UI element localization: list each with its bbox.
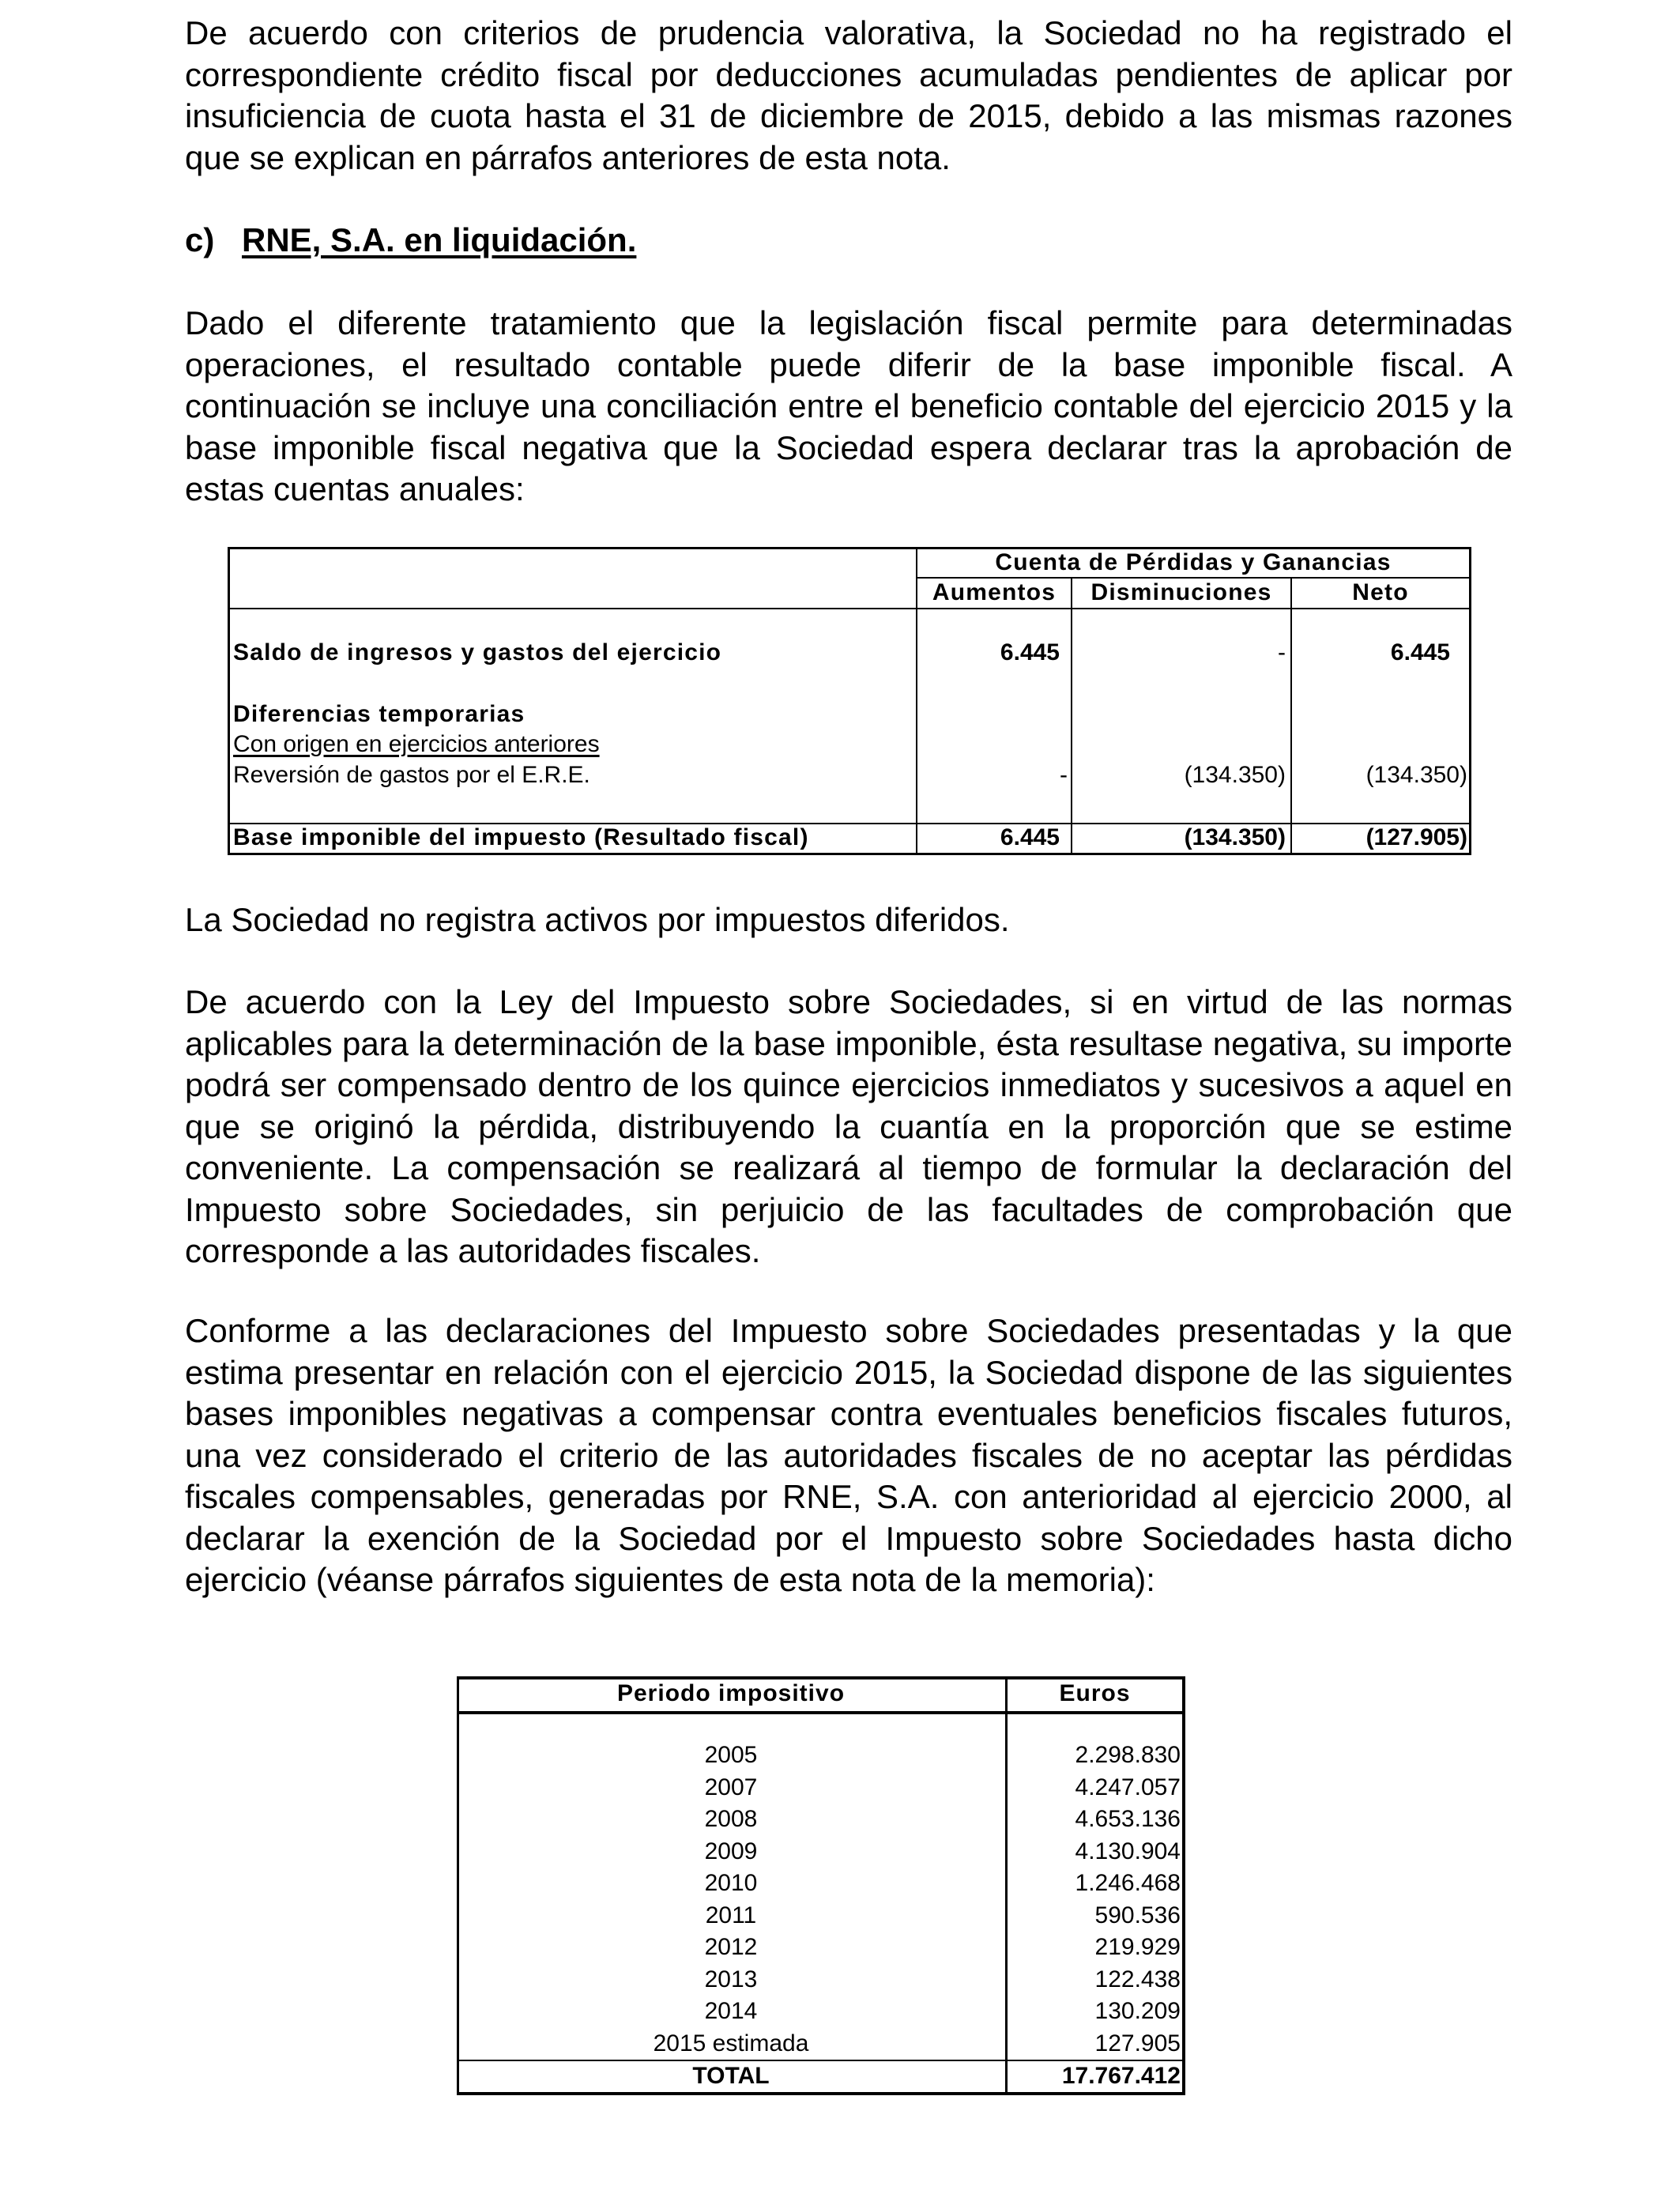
base-neto: (127.905) — [1365, 824, 1467, 850]
period-cell: 2007 — [704, 1774, 758, 1800]
paragraph-ley: De acuerdo con la Ley del Impuesto sobre Sociedades, si en virtud de las normas aplicables para la determinación de la base imponible, ésta resultase negativa, su importe podrá ser compensado dentro de los quince ejercicios inmediatos y sucesivos a aquel en que se originó la pérdida, distribuyendo la cuantía en la proporción que se estime conveniente. La compensación se realizará al tiempo de formular la declaración del Impuesto sobre Sociedades, sin perjuicio de las facultades de comprobación que corresponde a las autoridades fiscales. — [185, 983, 1512, 1269]
euros-cell: 1.246.468 — [1075, 1870, 1181, 1896]
paragraph-activos: La Sociedad no registra activos por impuestos diferidos. — [185, 901, 1010, 938]
euros-cell: 219.929 — [1094, 1934, 1181, 1960]
paragraph-prudencia: De acuerdo con criterios de prudencia valorativa, la Sociedad no ha registrado el correspondiente crédito fiscal por deducciones acumuladas pendientes de aplicar por insuficiencia de cuota hasta el 31 de diciembre de 2015, debido a las mismas razones que se explican en párrafos anteriores de esta nota. — [185, 14, 1512, 176]
section-heading — [185, 220, 636, 262]
paragraph-declaraciones: Conforme a las declaraciones del Impuesto sobre Sociedades presentadas y la que estima presentar en relación con el ejercicio 2015, la Sociedad dispone de las siguientes bases imponibles negativas a compensar contra eventuales beneficios fiscales futuros, una vez considerado el criterio de las autoridades fiscales de no aceptar las pérdidas fiscales compensables, generadas por RNE, S.A. con anterioridad al ejercicio 2000, al declarar la exención de la Sociedad por el Impuesto sobre Sociedades hasta dicho ejercicio (véanse párrafos siguientes de esta nota de la memoria): — [185, 1312, 1512, 1598]
table-row — [457, 1996, 1185, 2028]
base-aumentos: 6.445 — [1000, 824, 1060, 850]
section-title: RNE, S.A. en liquidación. — [242, 221, 637, 258]
period-cell: 2015 estimada — [653, 2030, 809, 2056]
saldo-neto: 6.445 — [1390, 639, 1450, 665]
section-number: c) — [185, 221, 215, 258]
reversion-label: Reversión de gastos por el E.R.E. — [233, 762, 590, 788]
euros-cell: 4.653.136 — [1075, 1806, 1181, 1832]
col-aumentos: Aumentos — [932, 579, 1057, 605]
reversion-neto: (134.350) — [1365, 762, 1467, 788]
base-label: Base imponible del impuesto (Resultado fiscal) — [233, 824, 809, 850]
period-cell: 2010 — [704, 1870, 758, 1896]
reversion-aumentos: - — [1060, 762, 1068, 788]
col-disminuciones: Disminuciones — [1090, 579, 1272, 605]
table-row — [457, 1868, 1185, 1900]
header-euros: Euros — [1059, 1680, 1131, 1706]
bases-rows — [457, 1740, 1185, 2060]
saldo-aumentos: 6.445 — [1000, 639, 1060, 665]
origen-label: Con origen en ejercicios anteriores — [233, 731, 600, 757]
table-row — [457, 1964, 1185, 1996]
col-neto: Neto — [1352, 579, 1409, 605]
table-row — [457, 1740, 1185, 1772]
table-row — [457, 1900, 1185, 1932]
period-cell: 2014 — [704, 1998, 758, 2024]
euros-cell: 2.298.830 — [1075, 1742, 1181, 1768]
euros-cell: 590.536 — [1094, 1902, 1181, 1928]
euros-cell: 122.438 — [1094, 1966, 1181, 1992]
period-cell: 2012 — [704, 1934, 758, 1960]
period-cell: 2008 — [704, 1806, 758, 1832]
total-value: 17.767.412 — [1061, 2063, 1181, 2089]
reversion-disminuciones: (134.350) — [1184, 762, 1286, 788]
bases-imponibles-table — [457, 1676, 1185, 2095]
pl-group-header: Cuenta de Pérdidas y Ganancias — [995, 549, 1392, 575]
table-row — [457, 1772, 1185, 1804]
paragraph-conciliacion: Dado el diferente tratamiento que la legislación fiscal permite para determinadas operaciones, el resultado contable puede diferir de la base imponible fiscal. A continuación se incluye una conciliación entre el beneficio contable del ejercicio 2015 y la base imponible fiscal negativa que la Sociedad espera declarar tras la aprobación de estas cuentas anuales: — [185, 304, 1512, 507]
euros-cell: 130.209 — [1094, 1998, 1181, 2024]
table-row — [457, 1836, 1185, 1868]
total-row — [457, 2061, 1185, 2091]
euros-cell: 4.130.904 — [1075, 1838, 1181, 1864]
period-cell: 2011 — [705, 1902, 757, 1928]
saldo-label: Saldo de ingresos y gastos del ejercicio — [233, 639, 722, 665]
saldo-disminuciones: - — [1278, 639, 1286, 665]
table-row — [457, 1932, 1185, 1964]
reconciliation-table — [228, 547, 1471, 855]
diferencias-label: Diferencias temporarias — [233, 701, 525, 727]
table-row — [457, 1804, 1185, 1836]
header-periodo: Periodo impositivo — [616, 1680, 846, 1706]
table-row — [457, 2028, 1185, 2060]
base-disminuciones: (134.350) — [1184, 824, 1286, 850]
euros-cell: 127.905 — [1094, 2030, 1181, 2056]
period-cell: 2013 — [704, 1966, 758, 1992]
euros-cell: 4.247.057 — [1075, 1774, 1181, 1800]
period-cell: 2009 — [704, 1838, 758, 1864]
period-cell: 2005 — [704, 1742, 758, 1768]
total-label: TOTAL — [692, 2063, 770, 2089]
